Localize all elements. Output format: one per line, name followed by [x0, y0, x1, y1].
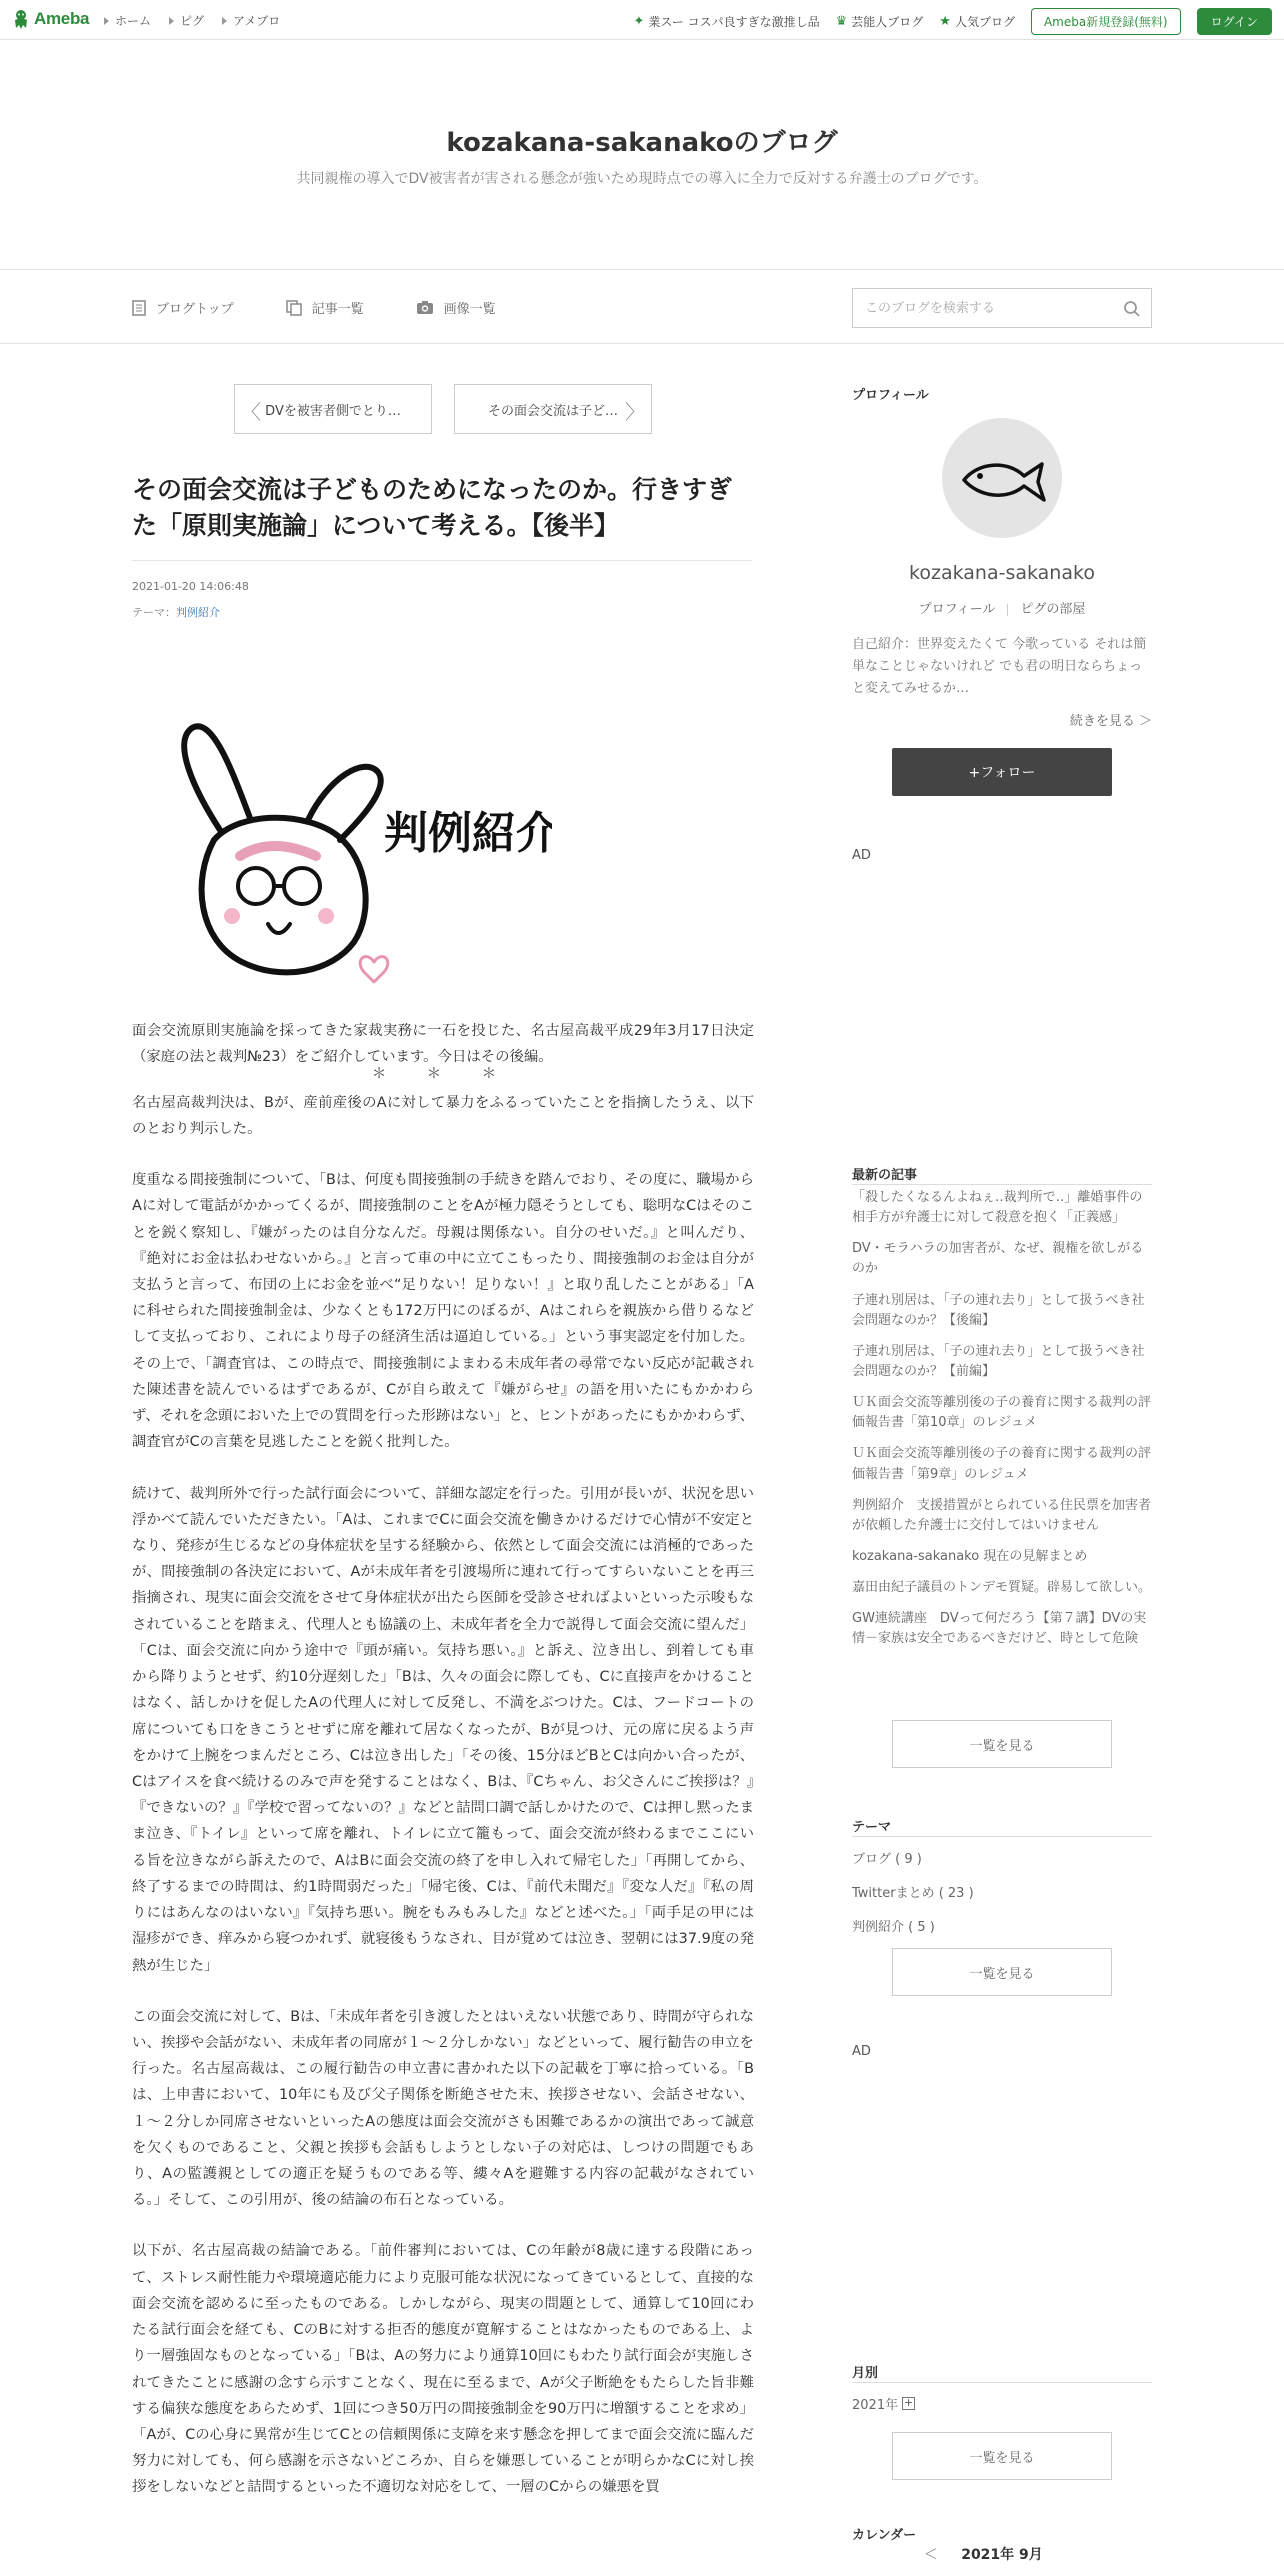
list-item[interactable]: ＵＫ面会交流等離別後の子の養育に関する裁判の評価報告書「第10章」のレジュメ: [852, 1395, 1152, 1431]
entry-date: 2021-01-20 14:06:48: [132, 580, 249, 593]
entry-illustration: [132, 680, 552, 1016]
blog-search: [852, 288, 1152, 328]
blog-navbar: [0, 270, 1284, 344]
profile-more-link[interactable]: 続きを見る ＞: [1069, 714, 1152, 729]
entry-theme-link[interactable]: 判例紹介: [176, 606, 220, 619]
entry-title: その面会交流は子どものためになったのか。行きすぎた「原則実施論」について考える。【後半】: [132, 475, 733, 541]
entry-body: [132, 1018, 754, 2526]
profile-name[interactable]: kozakana-sakanako: [909, 562, 1095, 584]
theme-divider: [852, 1836, 1152, 1837]
recent-list-more-button[interactable]: 一覧を見る: [892, 1720, 1112, 1768]
paragraph-1: 面会交流原則実施論を採ってきた家裁実務に一石を投じた、名古屋高裁平成29年3月17日決定（家庭の法と裁判№23）をご紹介しています。今日はその後編。: [132, 1023, 754, 1066]
ameba-logo-icon: [12, 8, 30, 30]
popular-blog-link[interactable]: ★ 人気ブログ: [939, 14, 1015, 29]
profile-intro: 自己紹介：世界変えたくて 今歌っている それは簡単なことじゃないけれど でも君の明日ならちょっと変えてみせるか…: [852, 637, 1147, 696]
theme-heading: テーマ: [852, 1820, 892, 1835]
list-item[interactable]: 「殺したくなるんよねぇ‥裁判所で‥」離婚事件の相手方が弁護士に対して殺意を抱く「正義感」: [852, 1190, 1143, 1226]
blog-header: [0, 40, 1284, 270]
top-nav-home[interactable]: ホーム: [104, 12, 151, 29]
divider: [1007, 604, 1008, 616]
profile-link[interactable]: プロフィール: [918, 602, 996, 617]
avatar[interactable]: [942, 418, 1062, 538]
archive-divider: [852, 2382, 1152, 2383]
trend-link[interactable]: ✦ 業スー コスパ良すぎな激推し品: [633, 14, 820, 29]
archive-list-more-button[interactable]: 一覧を見る: [892, 2432, 1112, 2480]
list-item[interactable]: 子連れ別居は、「子の連れ去り」として扱うべき社会問題なのか？【後編】: [852, 1292, 1145, 1328]
ad-label: AD: [852, 848, 871, 863]
recent-entries: [852, 1188, 1152, 1661]
blog-description: 共同親権の導入でDV被害者が害される懸念が強いため現時点での導入に全力で反対する弁護士のブログです。: [296, 171, 988, 187]
entry-pager: [234, 384, 652, 434]
next-entry-button[interactable]: その面会交流は子ど… 〉: [454, 384, 652, 434]
theme-item[interactable]: 判例紹介 ( 5 ): [852, 1920, 935, 1935]
document-icon: [132, 300, 146, 316]
top-right-links: [634, 8, 1273, 35]
recent-divider: [852, 1184, 1152, 1185]
search-icon[interactable]: [1123, 300, 1141, 318]
paragraph-5: この面会交流に対して、Bは、「未成年者を引き渡したとはいえない状態であり、時間が守られない、挨拶や会話がない、未成年者の同席が１～２分しかない」などといって、履行勧告の申立を行った。名古屋高裁は、この履行勧告の申立書に書かれた以下の記載を丁寧に拾っている。「Bは、上申書において、10年にも及び父子関係を断絶させた末、挨拶させない、会話させない、１～２分しか同席させないといったAの態度は面会交流がさも困難であるかの演出であって誠意を欠くものであること、父親と挨拶も会話もしようとしない子の対応は、しつけの問題でもあり、Aの監護親としての適正を疑うものである等、縷々Aを避難する内容の記載がなされている。」そして、この引用が、後の結論の布石となっている。: [132, 2008, 754, 2209]
theme-item[interactable]: Twitterまとめ ( 23 ): [852, 1886, 974, 1901]
theme-item[interactable]: ブログ ( 9 ): [852, 1852, 922, 1867]
theme-list-more-button[interactable]: 一覧を見る: [892, 1948, 1112, 1996]
sparkle-icon: ✦: [633, 14, 645, 29]
top-nav-pigg[interactable]: ピグ: [169, 12, 204, 29]
list-item[interactable]: 嘉田由紀子議員のトンデモ質疑。辟易して欲しい。: [852, 1580, 1152, 1596]
archive-heading: 月別: [852, 2366, 879, 2381]
theme-list: [852, 1848, 1152, 1950]
calendar-nav: [852, 2544, 1152, 2564]
illustration-text: 判例紹介: [384, 808, 552, 859]
paragraph-4: 続けて、裁判所外で行った試行面会について、詳細な認定を行った。引用が長いが、状況を思い浮かべて読んでいただきたい。「Aは、これまでCに面会交流を働きかけるだけで心情が不安定となり、発疹が生じるなどの身体症状を呈する経験から、依然として面会交流には消極的であったが、間接強制の各決定において、Aが未成年者を引渡場所に連れて行ってすらいないことを再三指摘され、現実に面会交流をさせて身体症状が出たら医師を受診させればよいといった示唆もなされていることを踏まえ、代理人とも協議の上、未成年者を全力で説得して面会交流に望んだ」「Cは、面会交流に向かう途中で『頭が痛い。気持ち悪い。』と訴え、泣き出し、到着しても車から降りようとせず、約10分遅刻した」「Bは、久々の面会に際しても、Cに直接声をかけることはなく、話しかけを促したAの代理人に対して反発し、不満をぶつけた。Cは、フードコートの席についても口をきこうとせずに席を離れて居なくなったが、Bが見つけ、元の席に戻るよう声をかけて上腕をつまんだところ、Cは泣き出した」「その後、15分ほどBとCは向かい合ったが、Cはアイスを食べ続けるのみで声を発することはなく、Bは、『Cちゃん、お父さんにご挨拶は？』『できないの？』『学校で習ってないの？』などと詰問口調で話しかけたので、Cは押し黙ったまま泣き、『トイレ』といって席を離れ、トイレに立て籠もって、面会交流が終わるまでここにいる旨を泣きながら訴えたので、AはBに面会交流の終了を申し入れて帰宅した」「再開してから、終了するまでの時間は、約1時間弱だった」「帰宅後、Cは、『前代未聞だ』『変な人だ』『私の周りにはあんなのはいない』『気持ち悪い。腕をもみもみした』などと述べた。」「両手足の甲には湿疹ができ、痒みから寝つかれず、就寝後もうなされ、目が覚めては泣き、翌朝には37.9度の発熱が生じた」: [132, 1485, 754, 1974]
triangle-icon: [222, 17, 227, 25]
paragraph-2: 名古屋高裁判決は、Bが、産前産後のAに対して暴力をふるっていたことを指摘したうえ、以下のとおり判示した。: [132, 1094, 754, 1137]
nav-image-list[interactable]: 画像一覧: [416, 298, 496, 317]
top-nav: [104, 12, 280, 29]
recent-heading: 最新の記事: [852, 1168, 918, 1183]
profile-links: [852, 598, 1152, 617]
crown-icon: ♛: [835, 14, 848, 29]
rabbit-illustration: [132, 680, 552, 1016]
chevron-right-icon: 〉: [625, 400, 645, 424]
blog-title[interactable]: kozakana-sakanakoのブログ: [446, 128, 838, 158]
follow-button[interactable]: +フォロー: [892, 748, 1112, 796]
entry-theme: テーマ：判例紹介: [132, 606, 220, 619]
list-item[interactable]: DV・モラハラの加害者が、なぜ、親権を欲しがるのか: [852, 1241, 1144, 1277]
title-divider: [132, 560, 752, 561]
triangle-icon: [169, 17, 174, 25]
list-item[interactable]: ＵＫ面会交流等離別後の子の養育に関する裁判の評価報告書「第9章」のレジュメ: [852, 1446, 1152, 1482]
prev-entry-button[interactable]: 〈 DVを被害者側でとり…: [234, 384, 432, 434]
nav-entry-list[interactable]: 記事一覧: [286, 298, 364, 317]
paragraph-3: 度重なる間接強制について、「Bは、何度も間接強制の手続きを踏んでおり、その度に、職場からAに対して電話がかかってくるが、間接強制のことをAが極力隠そうとしても、聡明なCはそのことを鋭く察知し、『嫌がったのは自分なんだ。母親は関係ない。自分のせいだ。』と叫んだり、『絶対にお金は払わせないから。』と言って車の中に立てこもったり、間接強制のお金は自分が支払うと言って、布団の上にお金を並べ“足りない！足りない！』と取り乱したことがある」「Aに科せられた間接強制金は、少なくとも172万円にのぼるが、Aはこれらを親族から借りるなどして支払っており、これにより母子の経済生活は逼迫している。」という事実認定を付加した。その上で、「調査官は、この時点で、間接強制によまわる未成年者の尋常でない反応が記載された陳述書を読んでいるはずであるが、Cが自ら敢えて『嫌がらせ』の語を用いたにもかかわらず、それを念頭においた上での質問を行った形跡はない」と、ヒントがあったにもかかわらず、調査官がCの言葉を見逃したことを鋭く批判した。: [132, 1172, 754, 1451]
calendar-heading: カレンダー: [852, 2528, 917, 2543]
ameba-topbar: [0, 0, 1284, 40]
ameba-logo-text: Ameba: [34, 9, 90, 28]
calendar-month: 2021年 9月: [961, 2547, 1043, 2563]
pigg-room-link[interactable]: ピグの部屋: [1020, 602, 1086, 617]
ameba-logo[interactable]: [12, 8, 89, 30]
nav-blog-top[interactable]: ブログトップ: [132, 298, 234, 317]
list-item[interactable]: 判例紹介 支援措置がとられている住民票を加害者が依頼した弁護士に交付してはいけません: [852, 1497, 1152, 1533]
paragraph-6: 以下が、名古屋高裁の結論である。「前件審判においては、Cの年齢が8歳に達する段階にあって、ストレス耐性能力や環境適応能力により克服可能な状況になってきているとして、直接的な面会交流を認めるに至ったものである。しかしながら、現実の問題として、通算して10回にわたる試行面会を経ても、CのBに対する拒否的態度が寛解することはなかったものである上、より一層強固なものとなっている」「Bは、Aの努力により通算10回にもわたり試行面会が実施しされてきたことに感謝の念すら示すことなく、現在に至るまで、Aが父子断絶をもたらした旨非難する偏狭な態度をあらためず、1回につき50万円の間接強制金を90万円に増額することを求め」「Aが、Cの心身に異常が生じてCとの信頼関係に支障を来す懸念を押してまで面会交流に臨んだ努力に対しても、何ら感謝を示さないどころか、自らを嫌悪していることが明らかなCに対し挨拶をしないなどと詰問するといった不適切な対応をして、一層のCからの嫌悪を買: [132, 2243, 754, 2496]
expand-icon[interactable]: +: [903, 2396, 914, 2409]
login-button[interactable]: ログイン: [1197, 8, 1272, 35]
list-item[interactable]: kozakana-sakanako 現在の見解まとめ: [852, 1548, 1088, 1564]
calendar-prev-icon[interactable]: ＜: [924, 2547, 938, 2563]
section-separator: ＊ ＊ ＊: [371, 1066, 515, 1083]
blog-search-input[interactable]: [853, 289, 1103, 327]
archive-year[interactable]: 2021年 +: [852, 2396, 914, 2413]
register-button[interactable]: Ameba新規登録(無料): [1031, 8, 1181, 35]
fish-icon: [942, 418, 1062, 538]
chevron-left-icon: 〈: [241, 400, 261, 424]
blog-nav-links: [132, 298, 496, 317]
top-nav-ameblo[interactable]: アメブロ: [222, 12, 280, 29]
camera-icon: [416, 300, 434, 315]
list-item[interactable]: 子連れ別居は、「子の連れ去り」として扱うべき社会問題なのか？【前編】: [852, 1343, 1145, 1379]
star-icon: ★: [939, 14, 951, 29]
profile-heading: プロフィール: [852, 388, 929, 403]
triangle-icon: [104, 17, 109, 25]
copy-icon: [286, 300, 302, 316]
celebrity-blog-link[interactable]: ♛ 芸能人ブログ: [835, 14, 924, 29]
ad-label: AD: [852, 2044, 871, 2059]
list-item[interactable]: GW連続講座 DVって何だろう【第７講】DVの実情－家族は安全であるべきだけど、時として危険: [852, 1611, 1147, 1647]
